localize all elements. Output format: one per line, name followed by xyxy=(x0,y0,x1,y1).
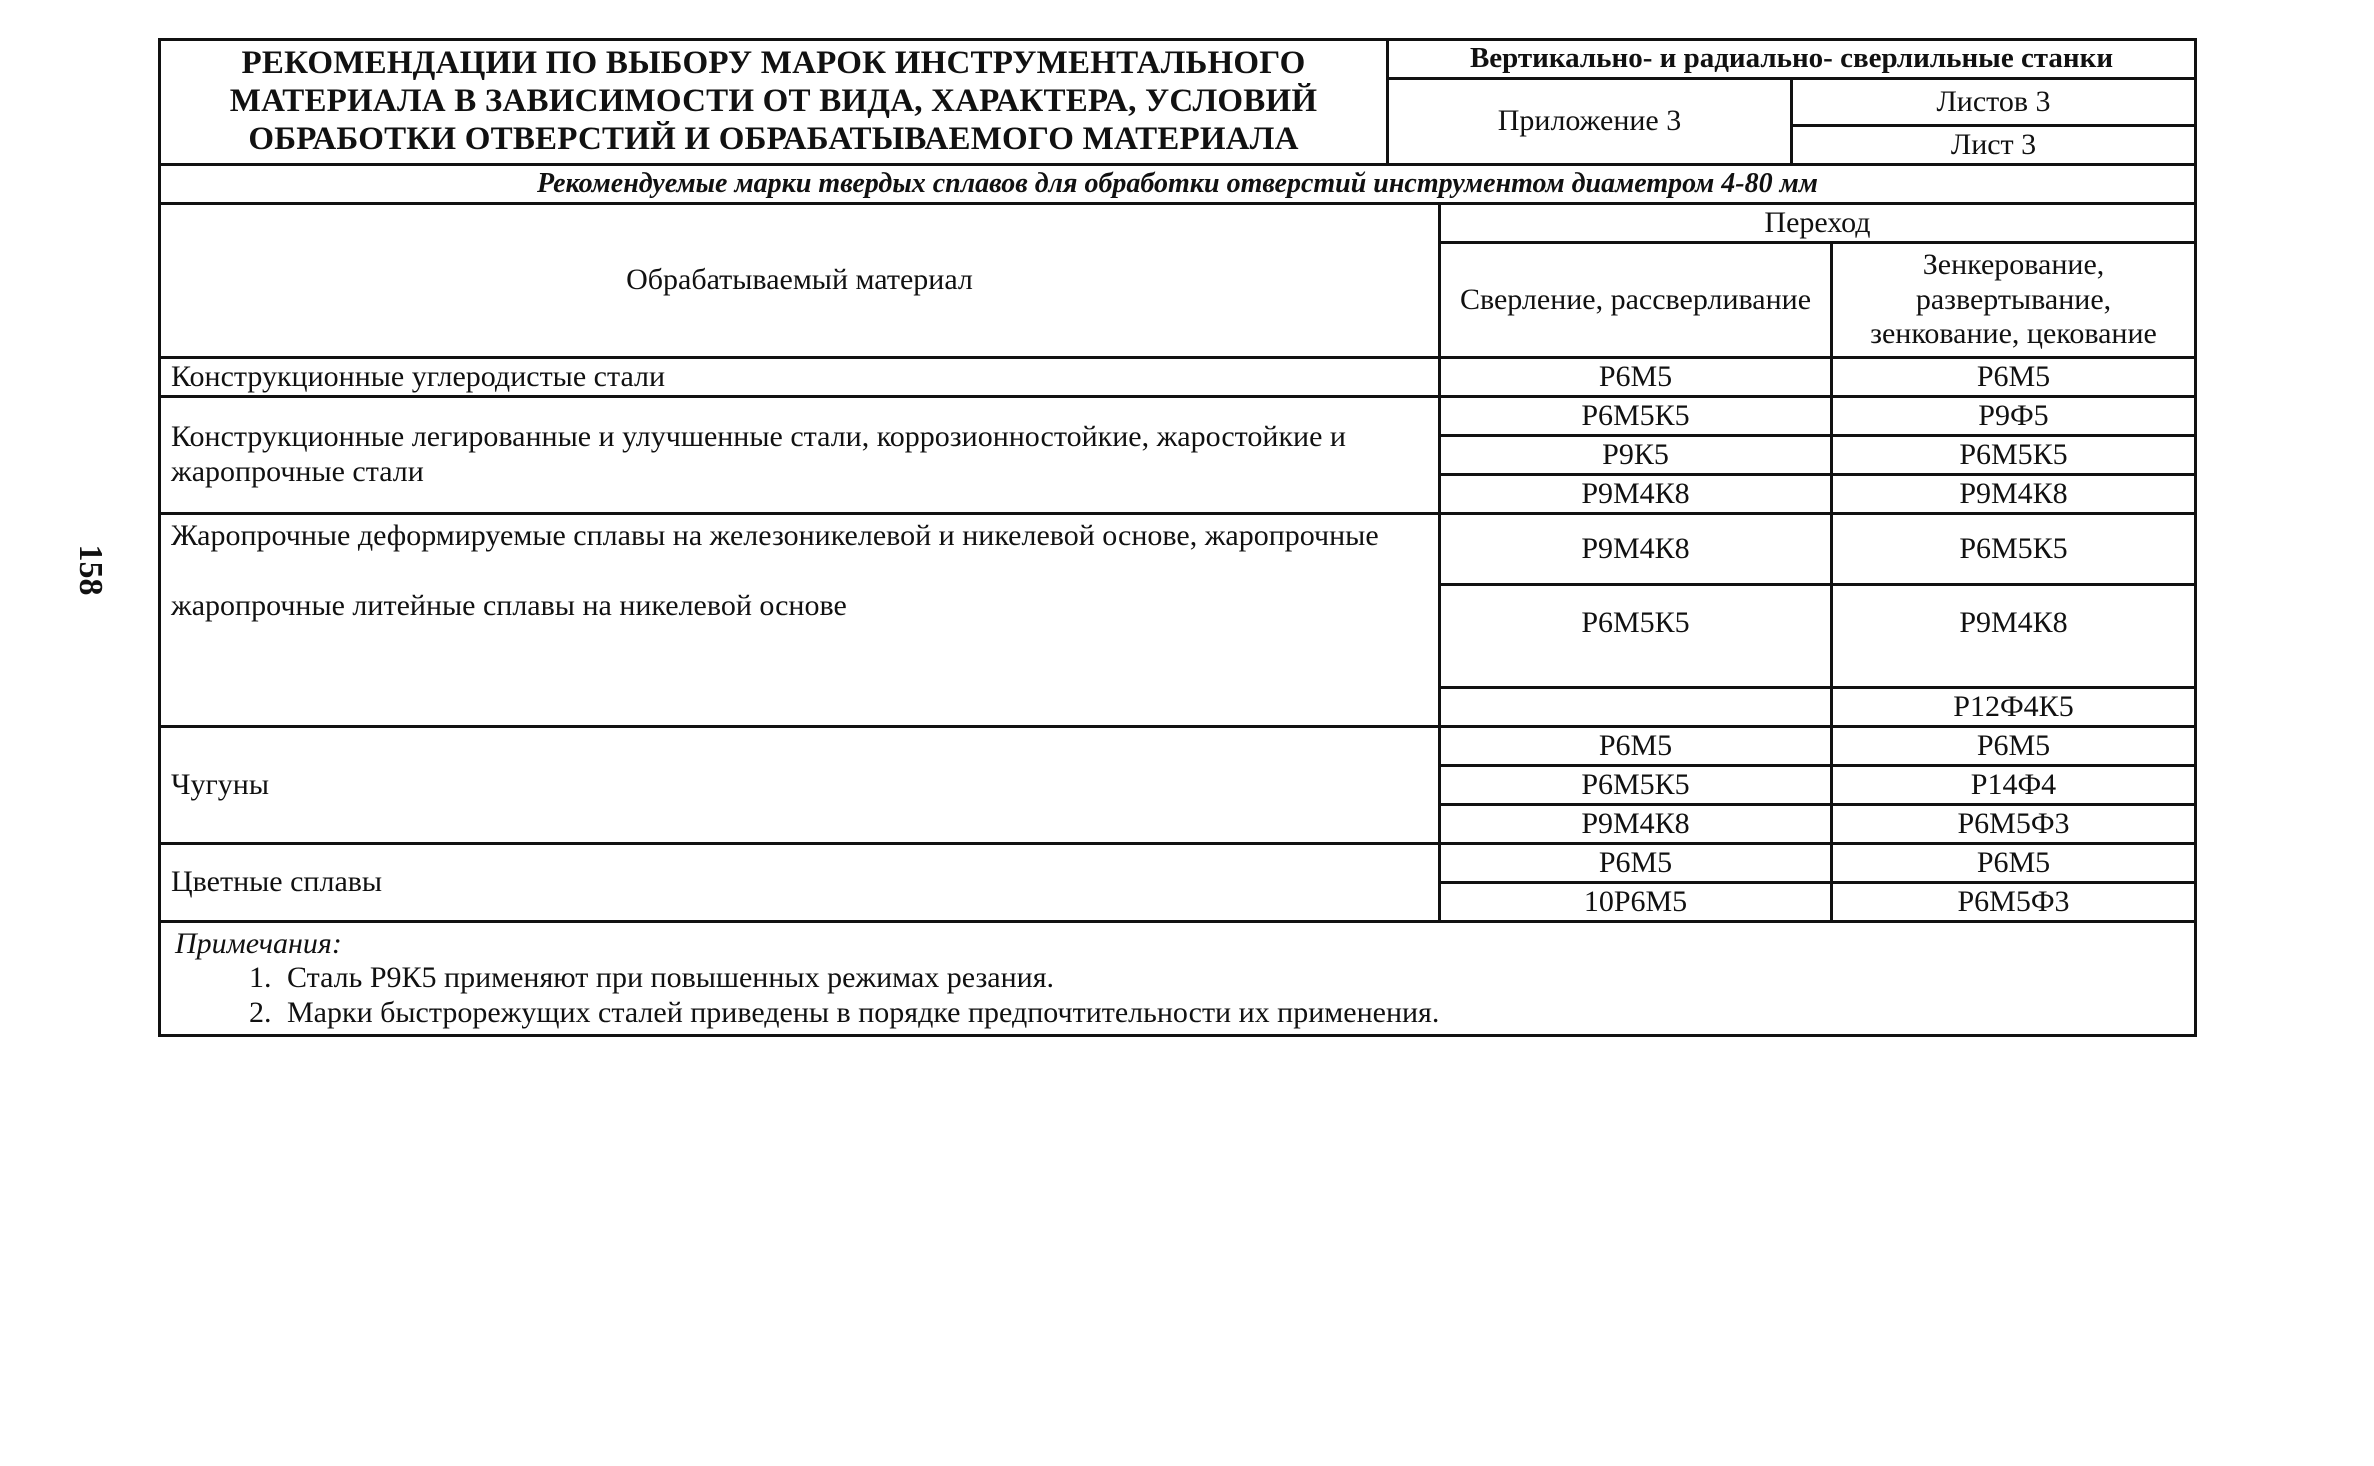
drilling-grade-cell xyxy=(1440,687,1832,726)
document-sheet xyxy=(158,38,2194,1037)
countersinking-grade-cell: Р9Ф5 xyxy=(1832,396,2196,435)
notes-heading: Примечания: xyxy=(175,926,342,960)
material-cell: Цветные сплавы xyxy=(160,843,1440,921)
material-cell xyxy=(160,513,1440,726)
table-subtitle: Рекомендуемые марки твердых сплавов для обработки отверстий инструментом диаметром 4-80 мм xyxy=(160,164,2196,203)
drilling-grade-cell: Р6М5 xyxy=(1440,726,1832,765)
column-header-transition: Переход xyxy=(1440,203,2196,242)
drilling-grade-cell: Р9М4К8 xyxy=(1440,513,1832,584)
notes-list xyxy=(175,961,2180,1030)
material-text-secondary: жаропрочные литейные сплавы на никелевой основе xyxy=(171,589,847,623)
countersinking-grade-cell: Р6М5 xyxy=(1832,843,2196,882)
document-title: РЕКОМЕНДАЦИИ ПО ВЫБОРУ МАРОК ИНСТРУМЕНТАЛЬНОГО МАТЕРИАЛА В ЗАВИСИМОСТИ ОТ ВИДА, ХАРАКТЕРА, УСЛОВИЙ ОБРАБОТКИ ОТВЕРСТИЙ И ОБРАБАТЫВАЕМОГО МАТЕРИАЛА xyxy=(160,40,1388,165)
drilling-grade-cell: Р9М4К8 xyxy=(1440,804,1832,843)
drilling-grade-cell: Р6М5К5 xyxy=(1440,765,1832,804)
countersinking-grade-cell: Р12Ф4К5 xyxy=(1832,687,2196,726)
header-table xyxy=(158,38,2197,166)
countersinking-grade-cell: Р6М5 xyxy=(1832,726,2196,765)
material-cell: Конструкционные углеродистые стали xyxy=(160,357,1440,396)
countersinking-grade-cell: Р6М5К5 xyxy=(1832,513,2196,584)
grades-table xyxy=(158,163,2197,1038)
sheet-current: Лист 3 xyxy=(1792,125,2196,164)
countersinking-grade-cell: Р9М4К8 xyxy=(1832,584,2196,687)
table-row xyxy=(160,357,2196,396)
countersinking-grade-cell: Р9М4К8 xyxy=(1832,474,2196,513)
table-row xyxy=(160,843,2196,882)
table-row xyxy=(160,513,2196,584)
column-header-countersinking: Зенкерование, развертывание, зенкование, цекование xyxy=(1832,242,2196,357)
notes-block xyxy=(160,921,2196,1036)
countersinking-grade-cell: Р6М5Ф3 xyxy=(1832,882,2196,921)
machine-type: Вертикально- и радиально- сверлильные станки xyxy=(1388,40,2196,79)
column-header-material: Обрабатываемый материал xyxy=(160,203,1440,357)
drilling-grade-cell: Р6М5К5 xyxy=(1440,396,1832,435)
material-cell: Конструкционные легированные и улучшенные стали, коррозионностойкие, жаростойкие и жаропрочные стали xyxy=(160,396,1440,513)
countersinking-grade-cell: Р14Ф4 xyxy=(1832,765,2196,804)
drilling-grade-cell: Р6М5К5 xyxy=(1440,584,1832,687)
drilling-grade-cell: Р6М5 xyxy=(1440,843,1832,882)
countersinking-grade-cell: Р6М5Ф3 xyxy=(1832,804,2196,843)
countersinking-grade-cell: Р6М5 xyxy=(1832,357,2196,396)
table-row xyxy=(160,396,2196,435)
material-cell: Чугуны xyxy=(160,726,1440,843)
column-header-drilling: Сверление, рассверливание xyxy=(1440,242,1832,357)
note-item: 2. Марки быстрорежущих сталей приведены в порядке предпочтительности их применения. xyxy=(279,996,2180,1031)
appendix-label: Приложение 3 xyxy=(1388,79,1792,165)
page-number: 158 xyxy=(72,544,109,596)
drilling-grade-cell: Р9К5 xyxy=(1440,435,1832,474)
drilling-grade-cell: Р6М5 xyxy=(1440,357,1832,396)
sheets-total: Листов 3 xyxy=(1792,79,2196,126)
material-text: Жаропрочные деформируемые сплавы на железоникелевой и никелевой основе, жаропрочные xyxy=(171,518,1379,552)
countersinking-grade-cell: Р6М5К5 xyxy=(1832,435,2196,474)
table-row xyxy=(160,726,2196,765)
drilling-grade-cell: 10Р6М5 xyxy=(1440,882,1832,921)
note-item: 1. Сталь Р9К5 применяют при повышенных режимах резания. xyxy=(279,961,2180,996)
drilling-grade-cell: Р9М4К8 xyxy=(1440,474,1832,513)
